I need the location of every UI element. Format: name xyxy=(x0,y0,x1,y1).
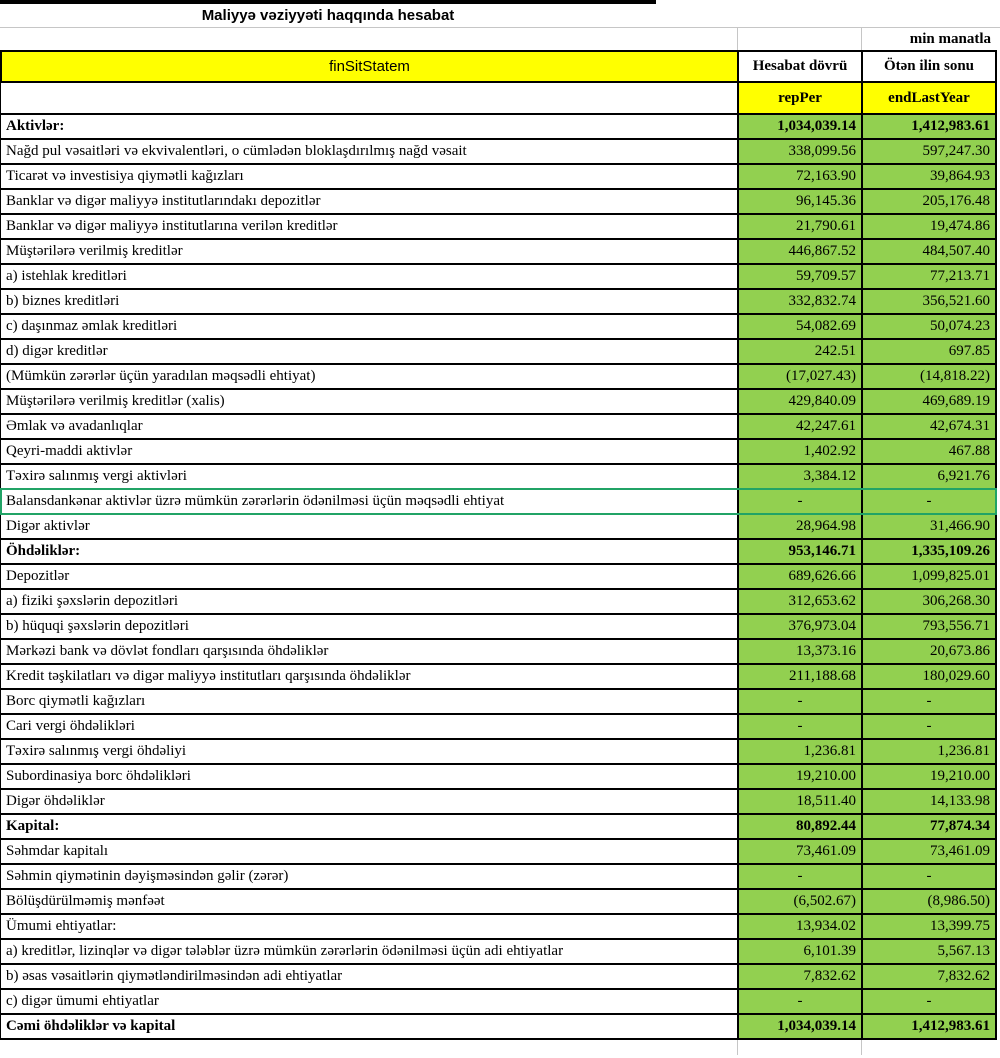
value-report-period-cell[interactable]: 73,461.09 xyxy=(737,840,861,863)
value-end-last-year-cell[interactable]: 1,099,825.01 xyxy=(861,565,997,588)
row-label-cell[interactable]: a) fiziki şəxslərin depozitləri xyxy=(0,590,737,613)
row-label-cell[interactable]: Öhdəliklər: xyxy=(0,540,737,563)
value-end-last-year-cell[interactable]: 50,074.23 xyxy=(861,315,997,338)
value-end-last-year-cell[interactable]: 31,466.90 xyxy=(861,515,997,538)
value-end-last-year-cell[interactable]: 13,399.75 xyxy=(861,915,997,938)
bottom-strip-spacer xyxy=(0,1040,737,1055)
table-row xyxy=(0,390,997,415)
title-row xyxy=(0,0,1000,27)
value-end-last-year-cell[interactable]: - xyxy=(861,690,997,713)
row-label-cell[interactable]: Banklar və digər maliyyə institutlarına verilən kreditlər xyxy=(0,215,737,238)
value-end-last-year-cell[interactable]: 597,247.30 xyxy=(861,140,997,163)
table-row xyxy=(0,1015,997,1040)
table-row xyxy=(0,240,997,265)
table-row xyxy=(0,765,997,790)
row-label-cell[interactable]: Səhmin qiymətinin dəyişməsindən gəlir (zərər) xyxy=(0,865,737,888)
table-row xyxy=(0,415,997,440)
row-label-cell[interactable]: Mərkəzi bank və dövlət fondları qarşısında öhdəliklər xyxy=(0,640,737,663)
value-end-last-year-cell[interactable]: 1,412,983.61 xyxy=(861,115,997,138)
table-row xyxy=(0,115,997,140)
value-report-period-cell[interactable]: 312,653.62 xyxy=(737,590,861,613)
value-end-last-year-cell[interactable]: 484,507.40 xyxy=(861,240,997,263)
value-report-period-cell[interactable]: 1,034,039.14 xyxy=(737,115,861,138)
value-end-last-year-cell[interactable]: - xyxy=(861,865,997,888)
table-row xyxy=(0,665,997,690)
row-label-cell[interactable]: b) hüquqi şəxslərin depozitləri xyxy=(0,615,737,638)
row-label-cell[interactable]: Aktivlər: xyxy=(0,115,737,138)
value-report-period-cell[interactable]: 72,163.90 xyxy=(737,165,861,188)
value-report-period-cell[interactable]: 59,709.57 xyxy=(737,265,861,288)
value-end-last-year-cell[interactable]: 20,673.86 xyxy=(861,640,997,663)
table-row xyxy=(0,990,997,1015)
value-end-last-year-cell[interactable]: 1,335,109.26 xyxy=(861,540,997,563)
row-label-cell[interactable]: Kredit təşkilatları və digər maliyyə institutları qarşısında öhdəliklər xyxy=(0,665,737,688)
table-row xyxy=(0,865,997,890)
value-end-last-year-cell[interactable]: 6,921.76 xyxy=(861,465,997,488)
value-report-period-cell[interactable]: 54,082.69 xyxy=(737,315,861,338)
unit-note: min manatla xyxy=(861,28,997,50)
table-row xyxy=(0,815,997,840)
value-end-last-year-cell[interactable]: 19,474.86 xyxy=(861,215,997,238)
row-label-cell[interactable]: Müştərilərə verilmiş kreditlər (xalis) xyxy=(0,390,737,413)
value-report-period-cell[interactable]: 689,626.66 xyxy=(737,565,861,588)
table-row xyxy=(0,615,997,640)
row-label-cell[interactable]: Borc qiymətli kağızları xyxy=(0,690,737,713)
row-label-cell[interactable]: Nağd pul vəsaitləri və ekvivalentləri, o cümlədən bloklaşdırılmış nağd vəsait xyxy=(0,140,737,163)
table-row xyxy=(0,690,997,715)
table-row xyxy=(0,640,997,665)
value-report-period-cell[interactable]: - xyxy=(737,490,861,513)
row-label-cell[interactable]: Müştərilərə verilmiş kreditlər xyxy=(0,240,737,263)
value-report-period-cell[interactable]: 80,892.44 xyxy=(737,815,861,838)
value-report-period-cell[interactable]: 338,099.56 xyxy=(737,140,861,163)
table-row xyxy=(0,265,997,290)
value-report-period-cell[interactable]: 376,973.04 xyxy=(737,615,861,638)
value-end-last-year-cell[interactable]: 467.88 xyxy=(861,440,997,463)
value-end-last-year-cell[interactable]: - xyxy=(861,715,997,738)
value-end-last-year-cell[interactable]: 356,521.60 xyxy=(861,290,997,313)
value-end-last-year-cell[interactable]: 793,556.71 xyxy=(861,615,997,638)
value-end-last-year-cell[interactable]: - xyxy=(861,490,997,513)
table-row xyxy=(0,365,997,390)
unit-row xyxy=(0,27,1000,50)
value-report-period-cell[interactable]: 13,373.16 xyxy=(737,640,861,663)
value-end-last-year-cell[interactable]: (14,818.22) xyxy=(861,365,997,388)
row-label-cell[interactable]: Əmlak və avadanlıqlar xyxy=(0,415,737,438)
table-row xyxy=(0,790,997,815)
value-end-last-year-cell[interactable]: 7,832.62 xyxy=(861,965,997,988)
row-label-cell[interactable]: c) digər ümumi ehtiyatlar xyxy=(0,990,737,1013)
value-report-period-cell[interactable]: (6,502.67) xyxy=(737,890,861,913)
table-row xyxy=(0,890,997,915)
value-end-last-year-cell[interactable]: 19,210.00 xyxy=(861,765,997,788)
column-header-report-period[interactable]: Hesabat dövrü xyxy=(737,52,861,81)
row-label-cell[interactable]: Balansdankənar aktivlər üzrə mümkün zərərlərin ödənilməsi üçün məqsədli ehtiyat xyxy=(0,490,737,513)
value-report-period-cell[interactable]: 21,790.61 xyxy=(737,215,861,238)
value-report-period-cell[interactable]: 6,101.39 xyxy=(737,940,861,963)
value-report-period-cell[interactable]: 1,034,039.14 xyxy=(737,1015,861,1038)
code-report-period[interactable]: repPer xyxy=(737,83,861,113)
row-label-cell[interactable]: Digər aktivlər xyxy=(0,515,737,538)
table-body xyxy=(0,115,997,1040)
table-header-row xyxy=(0,50,997,83)
unit-row-spacer xyxy=(737,28,861,50)
form-code-cell[interactable]: finSitStatem xyxy=(0,52,737,81)
value-end-last-year-cell[interactable]: 469,689.19 xyxy=(861,390,997,413)
table-row xyxy=(0,965,997,990)
row-label-cell[interactable]: d) digər kreditlər xyxy=(0,340,737,363)
report-title: Maliyyə vəziyyəti haqqında hesabat xyxy=(0,0,656,27)
table-row xyxy=(0,215,997,240)
row-label-cell[interactable]: Ticarət və investisiya qiymətli kağızları xyxy=(0,165,737,188)
value-end-last-year-cell[interactable]: 77,213.71 xyxy=(861,265,997,288)
table-row xyxy=(0,840,997,865)
row-label-cell[interactable]: Bölüşdürülməmiş mənfəət xyxy=(0,890,737,913)
row-label-cell[interactable]: Digər öhdəliklər xyxy=(0,790,737,813)
row-label-cell[interactable]: Səhmdar kapitalı xyxy=(0,840,737,863)
value-report-period-cell[interactable]: - xyxy=(737,715,861,738)
table-row xyxy=(0,290,997,315)
row-label-cell[interactable]: Cari vergi öhdəlikləri xyxy=(0,715,737,738)
row-label-cell[interactable]: Cəmi öhdəliklər və kapital xyxy=(0,1015,737,1038)
table-row xyxy=(0,465,997,490)
row-label-cell[interactable]: Təxirə salınmış vergi öhdəliyi xyxy=(0,740,737,763)
row-label-cell[interactable]: Depozitlər xyxy=(0,565,737,588)
column-header-end-last-year[interactable]: Ötən ilin sonu xyxy=(861,52,997,81)
value-report-period-cell[interactable]: 242.51 xyxy=(737,340,861,363)
row-label-cell[interactable]: b) əsas vəsaitlərin qiymətləndirilməsindən adi ehtiyatlar xyxy=(0,965,737,988)
value-report-period-cell[interactable]: (17,027.43) xyxy=(737,365,861,388)
value-report-period-cell[interactable]: 13,934.02 xyxy=(737,915,861,938)
bottom-strip xyxy=(0,1040,997,1055)
value-report-period-cell[interactable]: 446,867.52 xyxy=(737,240,861,263)
table-row xyxy=(0,940,997,965)
row-label-cell[interactable]: Ümumi ehtiyatlar: xyxy=(0,915,737,938)
table-row xyxy=(0,590,997,615)
value-report-period-cell[interactable]: 19,210.00 xyxy=(737,765,861,788)
value-report-period-cell[interactable]: - xyxy=(737,990,861,1013)
code-end-last-year[interactable]: endLastYear xyxy=(861,83,997,113)
row-label-cell[interactable]: b) biznes kreditləri xyxy=(0,290,737,313)
table-row xyxy=(0,915,997,940)
row-label-cell[interactable]: a) istehlak kreditləri xyxy=(0,265,737,288)
table-row xyxy=(0,140,997,165)
value-report-period-cell[interactable]: 332,832.74 xyxy=(737,290,861,313)
value-end-last-year-cell[interactable]: 306,268.30 xyxy=(861,590,997,613)
value-end-last-year-cell[interactable]: 205,176.48 xyxy=(861,190,997,213)
row-label-cell[interactable]: Qeyri-maddi aktivlər xyxy=(0,440,737,463)
bottom-strip-spacer xyxy=(737,1040,861,1055)
value-report-period-cell[interactable]: 42,247.61 xyxy=(737,415,861,438)
value-report-period-cell[interactable]: 3,384.12 xyxy=(737,465,861,488)
table-row xyxy=(0,490,997,515)
row-label-cell[interactable]: c) daşınmaz əmlak kreditləri xyxy=(0,315,737,338)
value-report-period-cell[interactable]: 429,840.09 xyxy=(737,390,861,413)
value-end-last-year-cell[interactable]: 77,874.34 xyxy=(861,815,997,838)
value-report-period-cell[interactable]: 953,146.71 xyxy=(737,540,861,563)
value-end-last-year-cell[interactable]: 697.85 xyxy=(861,340,997,363)
value-report-period-cell[interactable]: 1,236.81 xyxy=(737,740,861,763)
value-report-period-cell[interactable]: 211,188.68 xyxy=(737,665,861,688)
table-row xyxy=(0,165,997,190)
table-row xyxy=(0,190,997,215)
row-label-cell[interactable]: a) kreditlər, lizinqlər və digər tələblər üzrə mümkün zərərlərin ödənilməsi üçün adi ehtiyatlar xyxy=(0,940,737,963)
table-row xyxy=(0,540,997,565)
row-label-cell[interactable]: (Mümkün zərərlər üçün yaradılan məqsədli ehtiyat) xyxy=(0,365,737,388)
value-end-last-year-cell[interactable]: 1,412,983.61 xyxy=(861,1015,997,1038)
code-row-blank-cell xyxy=(0,83,737,113)
table-row xyxy=(0,515,997,540)
value-end-last-year-cell[interactable]: 1,236.81 xyxy=(861,740,997,763)
row-label-cell[interactable]: Banklar və digər maliyyə institutlarındakı depozitlər xyxy=(0,190,737,213)
value-end-last-year-cell[interactable]: - xyxy=(861,990,997,1013)
value-report-period-cell[interactable]: 18,511.40 xyxy=(737,790,861,813)
bottom-strip-spacer xyxy=(861,1040,997,1055)
value-report-period-cell[interactable]: 96,145.36 xyxy=(737,190,861,213)
value-report-period-cell[interactable]: 28,964.98 xyxy=(737,515,861,538)
row-label-cell[interactable]: Kapital: xyxy=(0,815,737,838)
row-label-cell[interactable]: Təxirə salınmış vergi aktivləri xyxy=(0,465,737,488)
value-report-period-cell[interactable]: - xyxy=(737,690,861,713)
value-end-last-year-cell[interactable]: 42,674.31 xyxy=(861,415,997,438)
table-row xyxy=(0,315,997,340)
value-end-last-year-cell[interactable]: 5,567.13 xyxy=(861,940,997,963)
value-end-last-year-cell[interactable]: (8,986.50) xyxy=(861,890,997,913)
value-end-last-year-cell[interactable]: 14,133.98 xyxy=(861,790,997,813)
value-end-last-year-cell[interactable]: 39,864.93 xyxy=(861,165,997,188)
value-report-period-cell[interactable]: 7,832.62 xyxy=(737,965,861,988)
value-report-period-cell[interactable]: 1,402.92 xyxy=(737,440,861,463)
code-row xyxy=(0,83,997,115)
table-row xyxy=(0,340,997,365)
table-row xyxy=(0,740,997,765)
table-row xyxy=(0,440,997,465)
row-label-cell[interactable]: Subordinasiya borc öhdəlikləri xyxy=(0,765,737,788)
unit-row-spacer xyxy=(0,28,737,50)
value-end-last-year-cell[interactable]: 180,029.60 xyxy=(861,665,997,688)
value-end-last-year-cell[interactable]: 73,461.09 xyxy=(861,840,997,863)
value-report-period-cell[interactable]: - xyxy=(737,865,861,888)
table-row xyxy=(0,715,997,740)
table-row xyxy=(0,565,997,590)
